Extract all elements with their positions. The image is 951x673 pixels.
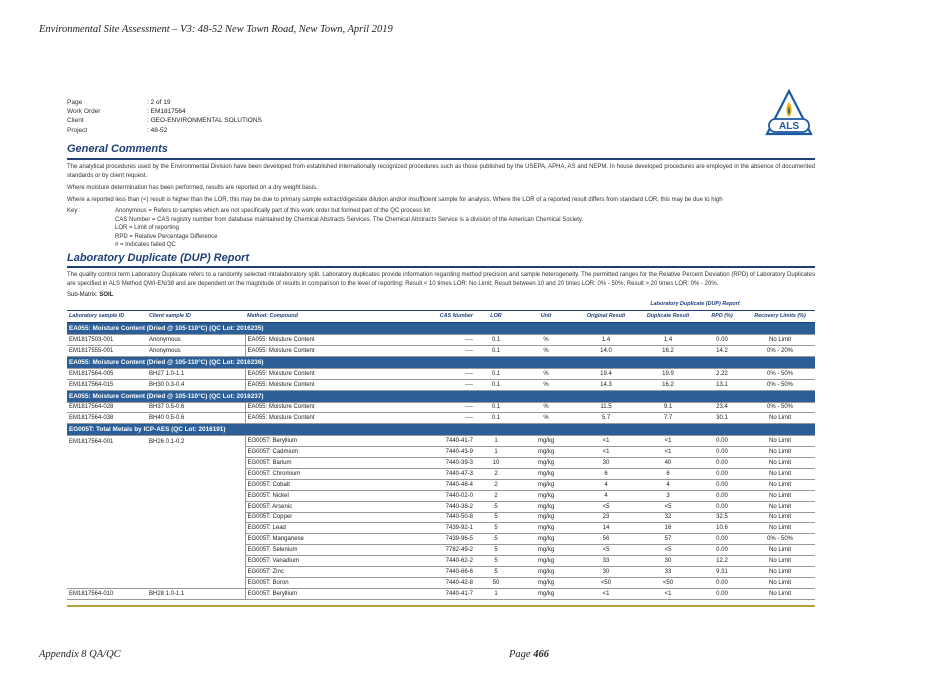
table-cell: 0% - 50% — [745, 379, 815, 390]
table-cell: 7440-38-2 — [373, 501, 475, 512]
table-cell: EM1817564-001 — [69, 438, 114, 445]
meta-key: Project — [67, 126, 88, 134]
table-cell: ---- — [373, 345, 475, 356]
table-cell: 30 — [637, 556, 699, 567]
table-cell: 7440-42-8 — [373, 577, 475, 588]
table-cell: EM1817564-005 — [67, 368, 147, 379]
table-cell: 30.1 — [699, 413, 745, 424]
table-cell — [67, 468, 147, 479]
table-cell: EG005T: Lead — [245, 523, 373, 534]
table-cell: EM1817564-010 — [67, 588, 147, 599]
report-meta — [67, 98, 262, 135]
table-cell — [67, 447, 147, 458]
table-cell — [147, 545, 245, 556]
table-cell: EA055: Moisture Content — [245, 345, 373, 356]
meta-key: Client — [67, 117, 84, 125]
table-cell: 7440-41-7 — [373, 436, 475, 447]
key-item: CAS Number = CAS registry number from database maintained by Chemical Abstracts Services. The Chemical Abstracts Service is a division of the American Chemical Society. — [115, 216, 584, 223]
table-cell: % — [517, 379, 575, 390]
table-cell: 0.1 — [475, 402, 517, 413]
table-cell — [147, 534, 245, 545]
table-cell: 5 — [475, 512, 517, 523]
table-cell: 1 — [475, 436, 517, 447]
section-header-row — [67, 424, 815, 436]
column-header: Original Result — [575, 310, 637, 322]
table-cell: No Limit — [745, 490, 815, 501]
table-cell: No Limit — [745, 545, 815, 556]
table-cell: 23 — [575, 512, 637, 523]
title-rule — [67, 266, 815, 268]
table-cell: 0.00 — [699, 334, 745, 345]
duplicate-results-table — [67, 299, 815, 600]
table-cell: 5 — [475, 523, 517, 534]
table-cell: mg/kg — [517, 577, 575, 588]
column-header: CAS Number — [373, 310, 475, 322]
table-cell: <1 — [637, 588, 699, 599]
sub-matrix-value: SOIL — [99, 291, 114, 298]
table-cell — [147, 447, 245, 458]
table-cell: BH28 1.0-1.1 — [147, 588, 245, 599]
table-cell: 7440-39-3 — [373, 458, 475, 469]
table-cell: 7440-02-0 — [373, 490, 475, 501]
table-cell: ---- — [373, 334, 475, 345]
table-cell: No Limit — [745, 588, 815, 599]
meta-value: : EM1817564 — [147, 108, 186, 116]
key-item: RPD = Relative Percentage Difference — [115, 233, 218, 240]
section-header-row — [67, 356, 815, 368]
column-header: Method: Compound — [245, 310, 373, 322]
column-header: Duplicate Result — [637, 310, 699, 322]
key-item: LOR = Limit of reporting — [115, 225, 179, 232]
table-cell: No Limit — [745, 447, 815, 458]
table-cell: 0.00 — [699, 545, 745, 556]
column-header: Laboratory sample ID — [67, 310, 147, 322]
table-cell: 0% - 50% — [745, 368, 815, 379]
table-row — [67, 413, 815, 424]
table-cell: 0.00 — [699, 468, 745, 479]
table-row — [67, 402, 815, 413]
key-items — [115, 207, 583, 250]
table-cell: 3 — [637, 490, 699, 501]
table-cell — [147, 479, 245, 490]
table-cell: 33 — [575, 556, 637, 567]
table-cell: 7439-96-5 — [373, 534, 475, 545]
table-cell: 1.4 — [637, 334, 699, 345]
table-row — [67, 490, 815, 501]
table-cell: % — [517, 413, 575, 424]
meta-key: Work Order — [67, 108, 101, 116]
general-comment-3: Where a reported less than (<) result is higher than the LOR, this may be due to primary sample extract/digestate dilution and/or insufficient sample for analysis. Where the LOR of a reported result differs from standard LOR, this may be due to high — [67, 197, 723, 203]
table-cell — [147, 458, 245, 469]
table-cell: EA055: Moisture Content — [245, 368, 373, 379]
table-cell: 7440-47-3 — [373, 468, 475, 479]
table-cell: No Limit — [745, 556, 815, 567]
table-row — [67, 458, 815, 469]
meta-key: Page — [67, 99, 83, 106]
table-cell: <1 — [637, 447, 699, 458]
table-cell — [147, 490, 245, 501]
table-cell: ---- — [373, 402, 475, 413]
table-row — [67, 436, 815, 447]
table-cell: 2 — [475, 490, 517, 501]
table-cell: 10 — [475, 458, 517, 469]
table-cell: EG005T: Chromium — [245, 468, 373, 479]
table-cell: <1 — [575, 447, 637, 458]
dup-description: The quality control term Laboratory Duplicate refers to a randomly selected intralaboratory split. Laboratory duplicates provide information regarding method precision and sample heterogeneity. The permitted ranges for the Relative Percent Deviation (RPD) of Laboratory Duplicates are specified in ALS Method QWI-EN/38 and are dependent on the magnitude of results in comparison to the level of reporting: Result < 10 times LOR: No Limit; Result between 10 and 20 times LOR: 0% - 50%; Result > 20 times LOR: 0% - 20%. — [67, 271, 815, 287]
table-cell: 40 — [637, 458, 699, 469]
table-cell — [147, 501, 245, 512]
sub-matrix-label: Sub-Matrix: — [67, 291, 98, 298]
table-cell: % — [517, 345, 575, 356]
table-cell: 32.5 — [699, 512, 745, 523]
group-header: Laboratory Duplicate (DUP) Report — [575, 299, 815, 311]
table-cell: 30 — [575, 458, 637, 469]
table-cell — [67, 512, 147, 523]
table-cell: 1 — [475, 447, 517, 458]
table-cell: No Limit — [745, 577, 815, 588]
table-cell: 5 — [475, 534, 517, 545]
table-cell: EG005T: Copper — [245, 512, 373, 523]
table-cell: mg/kg — [517, 501, 575, 512]
column-header: Recovery Limits (%) — [745, 310, 815, 322]
table-cell: EM1817503-001 — [67, 334, 147, 345]
als-logo — [764, 88, 814, 138]
table-cell: EG005T: Cadmium — [245, 447, 373, 458]
table-cell — [147, 512, 245, 523]
meta-value: : 48-52 — [147, 126, 168, 134]
footer-appendix: Appendix 8 QA/QC — [39, 649, 121, 660]
table-cell: 0.00 — [699, 479, 745, 490]
table-row — [67, 556, 815, 567]
table-cell: Anonymous — [147, 345, 245, 356]
table-cell — [67, 577, 147, 588]
table-cell — [147, 556, 245, 567]
key-label: Key : — [67, 208, 81, 214]
table-row — [67, 523, 815, 534]
table-cell: 57 — [637, 534, 699, 545]
table-cell: 2 — [475, 468, 517, 479]
section-title: EA055: Moisture Content (Dried @ 105-110°C) (QC Lot: 2016235) — [67, 322, 815, 334]
table-cell: 0.00 — [699, 447, 745, 458]
table-cell: mg/kg — [517, 479, 575, 490]
meta-row — [67, 98, 262, 107]
table-cell — [147, 577, 245, 588]
table-cell: 7440-41-7 — [373, 588, 475, 599]
table-cell: No Limit — [745, 436, 815, 447]
table-row — [67, 577, 815, 588]
table-cell: 6 — [575, 468, 637, 479]
table-cell: No Limit — [745, 523, 815, 534]
table-cell: 0% - 50% — [745, 534, 815, 545]
table-cell: mg/kg — [517, 447, 575, 458]
table-cell: mg/kg — [517, 567, 575, 578]
table-cell: EM1817564-015 — [67, 379, 147, 390]
table-cell: 7.7 — [637, 413, 699, 424]
table-cell: 16.2 — [637, 345, 699, 356]
column-header: Unit — [517, 310, 575, 322]
table-cell: EG005T: Vanadium — [245, 556, 373, 567]
table-cell: EA055: Moisture Content — [245, 334, 373, 345]
table-cell: ---- — [373, 379, 475, 390]
footer-page-label: Page — [509, 649, 531, 660]
table-cell: 7440-48-4 — [373, 479, 475, 490]
table-row — [67, 468, 815, 479]
general-comment-1: The analytical procedures used by the Environmental Division have been developed from established internationally recognized procedures such as those published by the USEPA, APHA, AS and NEPM. In house developed procedures are employed in the absence of documented standards or by client request. — [67, 164, 815, 179]
table-cell: 0.1 — [475, 334, 517, 345]
table-cell: EM1817564-038 — [67, 413, 147, 424]
footer-page — [509, 649, 549, 660]
table-cell: 14.0 — [575, 345, 637, 356]
table-cell: mg/kg — [517, 490, 575, 501]
table-cell: 14 — [575, 523, 637, 534]
table-cell: No Limit — [745, 334, 815, 345]
table-row — [67, 567, 815, 578]
table-cell: EG005T: Barium — [245, 458, 373, 469]
table-cell: 0.1 — [475, 345, 517, 356]
key-block — [67, 207, 815, 250]
table-cell — [67, 567, 147, 578]
key-item: # = Indicates failed QC — [115, 242, 176, 249]
table-cell: 16 — [637, 523, 699, 534]
table-cell: 4 — [637, 479, 699, 490]
table-row — [67, 479, 815, 490]
table-cell — [67, 545, 147, 556]
table-cell: <5 — [637, 501, 699, 512]
table-cell: mg/kg — [517, 458, 575, 469]
table-cell: BH37 0.5-0.6 — [147, 402, 245, 413]
table-cell: 1.4 — [575, 334, 637, 345]
table-cell: No Limit — [745, 468, 815, 479]
meta-value: : GEO-ENVIRONMENTAL SOLUTIONS — [147, 117, 262, 125]
table-cell — [67, 479, 147, 490]
table-row — [67, 534, 815, 545]
table-cell: % — [517, 402, 575, 413]
table-cell: No Limit — [745, 501, 815, 512]
table-cell: 6 — [637, 468, 699, 479]
table-cell: 7440-66-6 — [373, 567, 475, 578]
table-cell — [67, 490, 147, 501]
table-cell: 14.2 — [699, 345, 745, 356]
table-cell: mg/kg — [517, 588, 575, 599]
column-header: LOR — [475, 310, 517, 322]
table-cell — [67, 556, 147, 567]
table-cell: 5 — [475, 556, 517, 567]
table-cell: No Limit — [745, 458, 815, 469]
table-cell: 9.31 — [699, 567, 745, 578]
table-cell: 13.1 — [699, 379, 745, 390]
table-cell: 14.3 — [575, 379, 637, 390]
table-cell: 2.22 — [699, 368, 745, 379]
table-cell: mg/kg — [517, 436, 575, 447]
table-cell: 0.00 — [699, 588, 745, 599]
table-cell: mg/kg — [517, 523, 575, 534]
table-cell: No Limit — [745, 567, 815, 578]
table-cell: EM1817564-028 — [67, 402, 147, 413]
meta-row — [67, 116, 262, 125]
table-cell: 0.1 — [475, 413, 517, 424]
table-cell: 19.4 — [575, 368, 637, 379]
table-cell: ---- — [373, 368, 475, 379]
sub-matrix — [67, 292, 815, 298]
table-cell: 7440-43-9 — [373, 447, 475, 458]
table-cell: 7782-49-2 — [373, 545, 475, 556]
section-title: EG005T: Total Metals by ICP-AES (QC Lot: 2016191) — [67, 424, 815, 436]
table-cell: 9.1 — [637, 402, 699, 413]
table-cell: EG005T: Arsenic — [245, 501, 373, 512]
table-cell: BH27 1.0-1.1 — [147, 368, 245, 379]
table-cell: 0.00 — [699, 501, 745, 512]
section-title: EA055: Moisture Content (Dried @ 105-110°C) (QC Lot: 2016236) — [67, 356, 815, 368]
table-cell: BH30 0.3-0.4 — [147, 379, 245, 390]
table-cell: 7440-50-8 — [373, 512, 475, 523]
table-cell — [67, 523, 147, 534]
table-cell: <50 — [575, 577, 637, 588]
table-cell: EG005T: Cobalt — [245, 479, 373, 490]
table-cell: EG005T: Zinc — [245, 567, 373, 578]
table-cell: EA055: Moisture Content — [245, 413, 373, 424]
table-row — [67, 501, 815, 512]
table-cell: 0.00 — [699, 490, 745, 501]
table-cell: EA055: Moisture Content — [245, 402, 373, 413]
table-cell: 4 — [575, 490, 637, 501]
table-cell: EG005T: Beryllium — [245, 588, 373, 599]
table-cell: mg/kg — [517, 534, 575, 545]
table-cell: <50 — [637, 577, 699, 588]
table-cell: 0.00 — [699, 436, 745, 447]
table-cell: 19.9 — [637, 368, 699, 379]
table-cell: 12.2 — [699, 556, 745, 567]
table-cell: 0.00 — [699, 458, 745, 469]
table-cell: No Limit — [745, 479, 815, 490]
table-row — [67, 334, 815, 345]
table-cell: 0.1 — [475, 368, 517, 379]
table-cell: 5.7 — [575, 413, 637, 424]
table-row — [67, 368, 815, 379]
table-cell: 33 — [637, 567, 699, 578]
table-cell: EM1817555-001 — [67, 345, 147, 356]
table-cell: EG005T: Beryllium — [245, 436, 373, 447]
table-cell: <5 — [575, 545, 637, 556]
general-comment-2: Where moisture determination has been performed, results are reported on a dry weight basis. — [67, 185, 318, 191]
table-cell — [67, 458, 147, 469]
table-cell: 30 — [575, 567, 637, 578]
section-title: EA055: Moisture Content (Dried @ 105-110°C) (QC Lot: 2016237) — [67, 390, 815, 402]
table-cell: <5 — [575, 501, 637, 512]
table-cell: No Limit — [745, 413, 815, 424]
table-cell: mg/kg — [517, 556, 575, 567]
table-row — [67, 345, 815, 356]
table-cell: No Limit — [745, 512, 815, 523]
column-header: Client sample ID — [147, 310, 245, 322]
table-cell: 7439-92-1 — [373, 523, 475, 534]
table-cell: % — [517, 368, 575, 379]
logo-text: ALS — [779, 121, 799, 133]
table-cell: 0% - 50% — [745, 402, 815, 413]
table-cell: EG005T: Selenium — [245, 545, 373, 556]
table-cell: 0.00 — [699, 577, 745, 588]
table-cell: 10.6 — [699, 523, 745, 534]
table-cell: % — [517, 334, 575, 345]
table-cell: ---- — [373, 413, 475, 424]
table-cell: 23.4 — [699, 402, 745, 413]
table-cell — [67, 501, 147, 512]
table-cell: EG005T: Boron — [245, 577, 373, 588]
table-cell: Anonymous — [147, 334, 245, 345]
table-cell: <5 — [637, 545, 699, 556]
table-cell: <1 — [575, 588, 637, 599]
table-cell: mg/kg — [517, 512, 575, 523]
table-row — [67, 588, 815, 599]
meta-row — [67, 107, 262, 116]
footer-page-number: 466 — [533, 649, 549, 660]
meta-row — [67, 126, 262, 135]
table-cell — [147, 523, 245, 534]
table-cell: 56 — [575, 534, 637, 545]
table-cell — [67, 534, 147, 545]
dup-report-title: Laboratory Duplicate (DUP) Report — [67, 251, 250, 264]
table-cell: 0% - 20% — [745, 345, 815, 356]
table-cell — [147, 468, 245, 479]
table-cell: EA055: Moisture Content — [245, 379, 373, 390]
table-cell: 50 — [475, 577, 517, 588]
table-cell: 4 — [575, 479, 637, 490]
table-cell: 5 — [475, 501, 517, 512]
title-rule — [67, 158, 815, 160]
table-cell: 0.00 — [699, 534, 745, 545]
bottom-rule — [67, 605, 815, 607]
table-cell: 7440-62-2 — [373, 556, 475, 567]
table-cell: 5 — [475, 545, 517, 556]
column-header: RPD (%) — [699, 310, 745, 322]
document-running-header: Environmental Site Assessment – V3: 48-52 New Town Road, New Town, April 2019 — [39, 24, 393, 35]
table-row — [67, 512, 815, 523]
table-cell: 32 — [637, 512, 699, 523]
table-cell: BH26 0.1-0.2 — [149, 438, 185, 445]
table-cell: EG005T: Nickel — [245, 490, 373, 501]
section-header-row — [67, 390, 815, 402]
table-cell: 2 — [475, 479, 517, 490]
table-cell: 1 — [475, 588, 517, 599]
table-cell: 5 — [475, 567, 517, 578]
table-cell: mg/kg — [517, 545, 575, 556]
table-cell: 16.2 — [637, 379, 699, 390]
report-body — [67, 143, 815, 607]
section-header-row — [67, 322, 815, 334]
table-cell: <1 — [637, 436, 699, 447]
key-item: Anonymous = Refers to samples which are not specifically part of this work order but formed part of the QC process lot — [115, 208, 430, 214]
table-row — [67, 379, 815, 390]
table-cell: EG005T: Manganese — [245, 534, 373, 545]
meta-value: : 2 of 19 — [147, 99, 171, 106]
table-cell: BH40 0.5-0.6 — [147, 413, 245, 424]
table-cell — [147, 567, 245, 578]
general-comments-title: General Comments — [67, 143, 168, 155]
table-cell: 0.1 — [475, 379, 517, 390]
table-cell: 11.5 — [575, 402, 637, 413]
table-cell: <1 — [575, 436, 637, 447]
table-row — [67, 447, 815, 458]
table-row — [67, 545, 815, 556]
table-cell: mg/kg — [517, 468, 575, 479]
